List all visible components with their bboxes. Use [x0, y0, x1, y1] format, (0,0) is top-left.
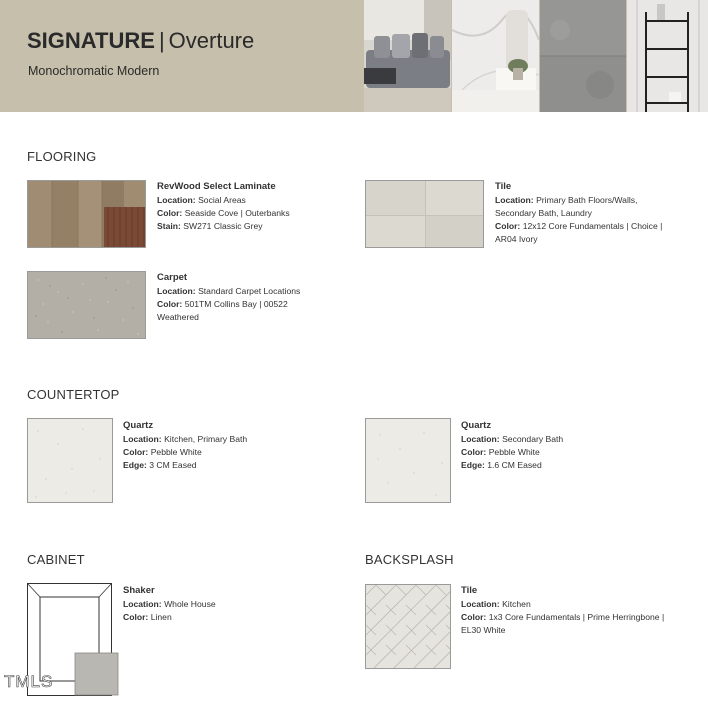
quartz-secondary-name: Quartz: [461, 420, 492, 431]
quartz-secondary-edge: 1.6 CM Eased: [487, 460, 542, 470]
carpet-swatch: [27, 271, 146, 339]
backsplash-name: Tile: [461, 585, 478, 596]
quartz-secondary-edge-label: Edge:: [461, 460, 485, 470]
floor-tile-color: 12x12 Core Fundamentals | Choice |: [522, 221, 663, 231]
style-tagline: Monochromatic Modern: [28, 64, 160, 78]
floor-tile-location-cont: Secondary Bath, Laundry: [495, 208, 592, 218]
carpet-color-cont: Weathered: [157, 312, 199, 322]
laminate-location: Social Areas: [198, 195, 246, 205]
backsplash-location: Kitchen: [502, 599, 531, 609]
floor-tile-location-label: Location:: [495, 195, 534, 205]
cabinet-spec: [123, 584, 216, 624]
cabinet-name: Shaker: [123, 585, 155, 596]
living-room-photo: [364, 0, 451, 112]
backsplash-color-label: Color:: [461, 612, 487, 622]
laminate-location-label: Location:: [157, 195, 196, 205]
carpet-location: Standard Carpet Locations: [198, 286, 301, 296]
floor-tile-name: Tile: [495, 181, 512, 192]
brand-title: [27, 28, 254, 54]
floor-tile-swatch: [365, 180, 484, 248]
backsplash-location-label: Location:: [461, 599, 500, 609]
mls-watermark: TMLS: [4, 672, 54, 691]
quartz-primary-color: Pebble White: [150, 447, 202, 457]
cabinet-location-label: Location:: [123, 599, 162, 609]
brand-separator: |: [158, 28, 165, 53]
backsplash-spec: [461, 584, 664, 637]
header-banner: [0, 0, 708, 112]
laminate-spec: [157, 180, 290, 233]
floor-tile-color-cont: AR04 Ivory: [495, 234, 538, 244]
floor-tile-color-label: Color:: [495, 221, 521, 231]
quartz-primary-location-label: Location:: [123, 434, 162, 444]
laminate-stain: SW271 Classic Grey: [183, 221, 263, 231]
quartz-secondary-spec: [461, 419, 563, 472]
floor-tile-spec: [495, 180, 662, 246]
quartz-primary-spec: [123, 419, 247, 472]
carpet-color: 501TM Collins Bay | 00522: [184, 299, 288, 309]
laminate-stain-label: Stain:: [157, 221, 181, 231]
quartz-primary-edge: 3 CM Eased: [149, 460, 197, 470]
carpet-spec: [157, 271, 300, 324]
countertop-heading: COUNTERTOP: [27, 387, 120, 402]
quartz-primary-location: Kitchen, Primary Bath: [164, 434, 248, 444]
cabinet-location: Whole House: [164, 599, 216, 609]
quartz-secondary-color: Pebble White: [488, 447, 540, 457]
flooring-heading: FLOORING: [27, 149, 97, 164]
quartz-secondary-color-label: Color:: [461, 447, 487, 457]
marble-kitchen-photo: [452, 0, 539, 112]
cabinet-color: Linen: [150, 612, 172, 622]
bathroom-shelf-photo: [627, 0, 708, 112]
quartz-primary-name: Quartz: [123, 420, 154, 431]
brand-name: SIGNATURE: [27, 28, 155, 53]
backsplash-color-cont: EL30 White: [461, 625, 506, 635]
cabinet-color-label: Color:: [123, 612, 149, 622]
carpet-location-label: Location:: [157, 286, 196, 296]
laminate-swatch: [27, 180, 146, 248]
laminate-name: RevWood Select Laminate: [157, 181, 276, 192]
collection-name: Overture: [168, 28, 255, 53]
herringbone-tile-swatch: [365, 584, 451, 669]
quartz-primary-swatch: [27, 418, 113, 503]
laminate-color-label: Color:: [157, 208, 183, 218]
backsplash-color: 1x3 Core Fundamentals | Prime Herringbone |: [488, 612, 665, 622]
quartz-primary-color-label: Color:: [123, 447, 149, 457]
quartz-secondary-location-label: Location:: [461, 434, 500, 444]
carpet-color-label: Color:: [157, 299, 183, 309]
laminate-color: Seaside Cove | Outerbanks: [184, 208, 290, 218]
backsplash-heading: BACKSPLASH: [365, 552, 454, 567]
quartz-secondary-location: Secondary Bath: [502, 434, 564, 444]
carpet-name: Carpet: [157, 272, 188, 283]
cabinet-heading: CABINET: [27, 552, 85, 567]
quartz-secondary-swatch: [365, 418, 451, 503]
floor-tile-location: Primary Bath Floors/Walls,: [536, 195, 638, 205]
quartz-primary-edge-label: Edge:: [123, 460, 147, 470]
concrete-tile-photo: [540, 0, 626, 112]
